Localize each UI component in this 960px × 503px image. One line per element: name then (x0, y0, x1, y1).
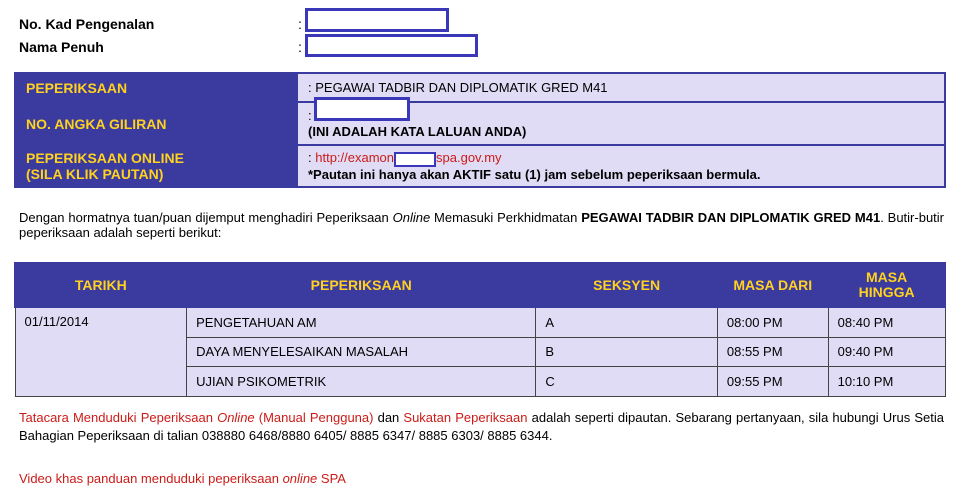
row-exam: DAYA MENYELESAIKAN MASALAH (187, 337, 536, 366)
user-manual-link[interactable] (19, 410, 373, 425)
online-exam-link-start: http://examon (315, 150, 395, 166)
footer-and: dan (373, 410, 404, 425)
row-section: C (536, 366, 718, 396)
index-number-value-cell (297, 102, 945, 145)
video-guide-text: Video khas panduan menduduki peperiksaan (19, 471, 283, 486)
user-manual-link-online: Online (217, 410, 255, 425)
ic-number-redacted-field (305, 8, 449, 32)
online-exam-note: *Pautan ini hanya akan AKTIF satu (1) jam sebelum peperiksaan bermula. (308, 166, 761, 182)
ic-number-label: No. Kad Pengenalan (19, 16, 155, 32)
row-section: A (536, 307, 718, 337)
schedule-header-row (15, 263, 945, 307)
intro-text-3: . Butir-butir peperiksaan adalah seperti berikut: (19, 210, 944, 240)
full-name-colon: : (298, 39, 302, 55)
user-manual-link-suffix: (Manual Pengguna) (254, 410, 374, 425)
online-exam-colon: : (308, 150, 316, 166)
row-time-from: 08:00 PM (717, 307, 828, 337)
online-exam-value-cell (297, 145, 945, 187)
video-guide-link[interactable] (19, 471, 346, 486)
row-exam: UJIAN PSIKOMETRIK (187, 366, 536, 396)
online-exam-link[interactable] (315, 150, 501, 165)
exam-value: : PEGAWAI TADBIR DAN DIPLOMATIK GRED M41 (308, 80, 608, 95)
video-guide-suffix: SPA (317, 471, 346, 486)
user-manual-link-text: Tatacara Menduduki Peperiksaan (19, 410, 218, 425)
header-date: TARIKH (15, 263, 187, 307)
header-exam: PEPERIKSAAN (187, 263, 536, 307)
header-section: SEKSYEN (536, 263, 718, 307)
intro-paragraph (19, 210, 944, 240)
index-number-note: (INI ADALAH KATA LALUAN ANDA) (308, 124, 527, 139)
row-time-from: 09:55 PM (717, 366, 828, 396)
row-section: B (536, 337, 718, 366)
intro-text-online: Online (392, 210, 431, 225)
video-guide-online: online (282, 471, 318, 486)
row-time-to: 09:40 PM (828, 337, 945, 366)
online-exam-sublabel: (SILA KLIK PAUTAN) (26, 166, 164, 182)
online-exam-label: PEPERIKSAAN ONLINE (26, 150, 184, 166)
row-exam: PENGETAHUAN AM (187, 307, 536, 337)
full-name-label: Nama Penuh (19, 39, 104, 55)
header-time-from: MASA DARI (717, 263, 828, 307)
header-time-to (828, 263, 945, 307)
table-row (15, 307, 945, 337)
footer-paragraph (19, 409, 944, 445)
schedule-table (14, 262, 946, 397)
intro-text-2: Memasuki Perkhidmatan (430, 210, 582, 225)
exam-label: PEPERIKSAAN (26, 79, 128, 96)
row-time-from: 08:55 PM (717, 337, 828, 366)
video-guide-line (19, 471, 944, 486)
online-exam-link-redacted (394, 152, 436, 167)
index-number-label-cell (15, 102, 297, 145)
index-number-label: NO. ANGKA GILIRAN (26, 115, 167, 132)
full-name-redacted-field (305, 34, 478, 57)
row-time-to: 10:10 PM (828, 366, 945, 396)
syllabus-link[interactable]: Sukatan Peperiksaan (403, 410, 528, 425)
online-exam-link-end: spa.gov.my (436, 150, 502, 166)
exam-label-cell (15, 73, 297, 102)
index-number-colon: : (308, 108, 312, 123)
index-number-redacted-field (314, 97, 410, 121)
intro-text-position: PEGAWAI TADBIR DAN DIPLOMATIK GRED M41 (581, 210, 881, 225)
exam-info-table (14, 72, 946, 188)
header-time-to-label: MASA HINGGA (858, 269, 915, 300)
online-exam-label-cell (15, 145, 297, 187)
exam-date: 01/11/2014 (15, 307, 187, 396)
intro-text-1: Dengan hormatnya tuan/puan dijemput menghadiri Peperiksaan (19, 210, 393, 225)
ic-number-colon: : (298, 16, 302, 32)
footer-contact-text: adalah seperti dipautan. Sebarang pertanyaan, sila hubungi Urus Setia Bahagian Peperiksaan di talian 038880 6468/8880 6405/ 8885 6347/ 8885 6303/ 8885 6344. (19, 410, 944, 443)
row-time-to: 08:40 PM (828, 307, 945, 337)
